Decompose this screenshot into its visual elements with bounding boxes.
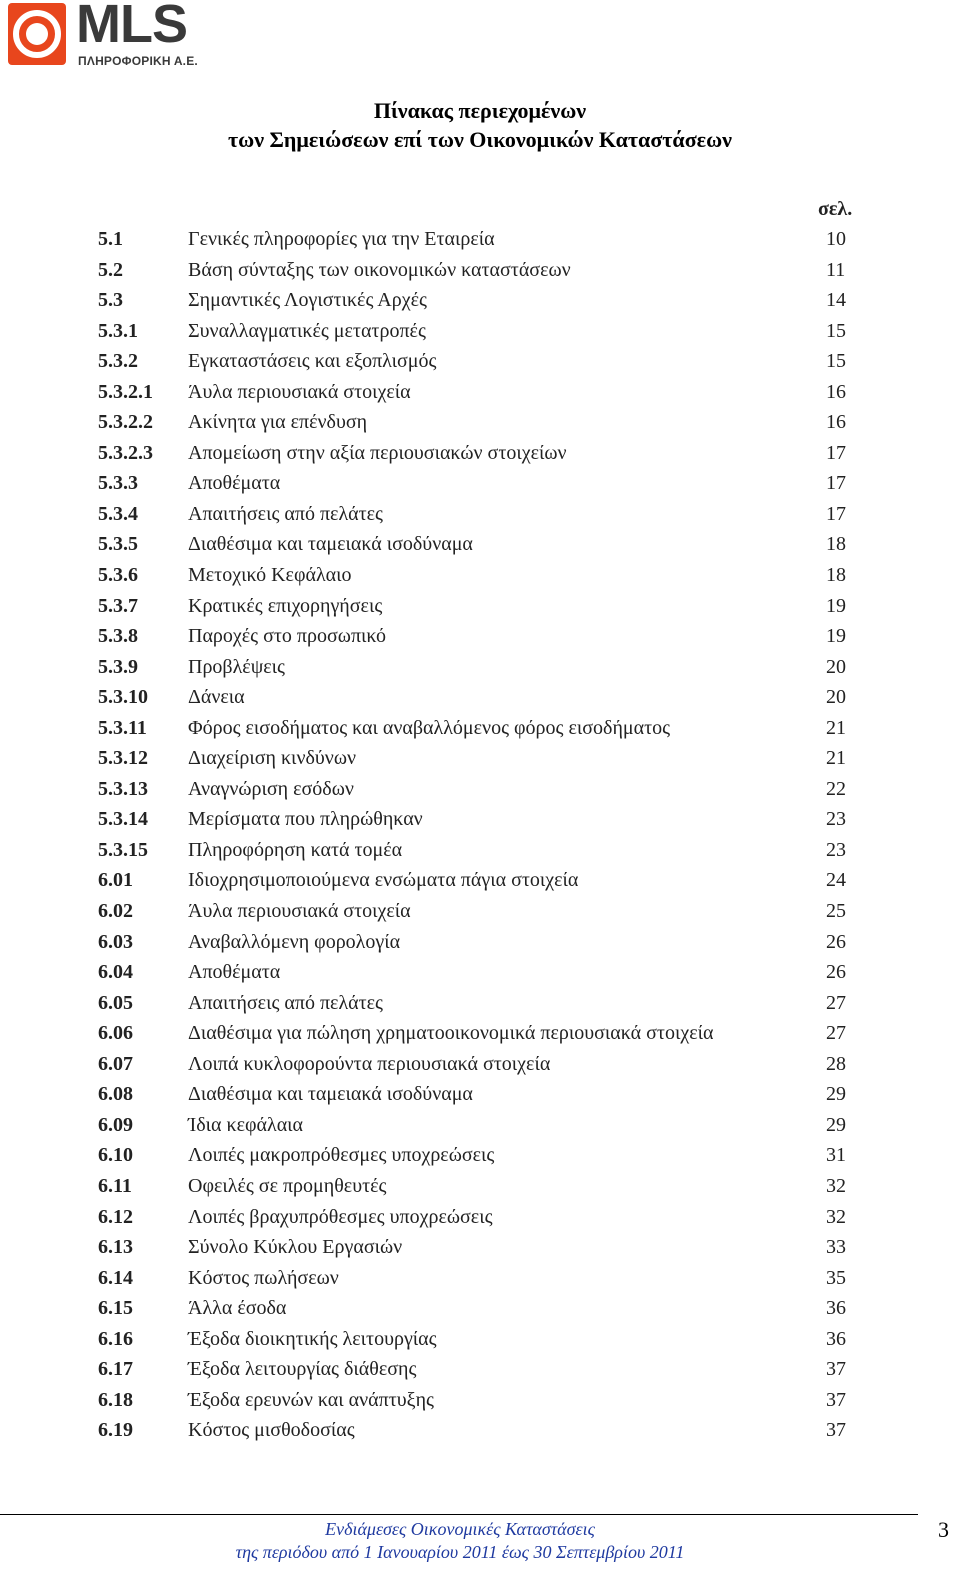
toc-entry-number: 6.10	[98, 1144, 133, 1167]
toc-entry-label: Απαιτήσεις από πελάτες	[188, 991, 383, 1014]
toc-entry-label: Αποθέματα	[188, 472, 281, 495]
toc-entry-number: 6.17	[98, 1358, 133, 1381]
toc-entry-page: 29	[826, 1113, 846, 1136]
toc-entry	[0, 503, 960, 534]
toc-entry-label: Ίδια κεφάλαια	[188, 1113, 304, 1136]
toc-entry-number: 5.3.13	[98, 777, 148, 800]
toc-entry-number: 6.15	[98, 1297, 133, 1320]
toc-entry-number: 6.11	[98, 1174, 132, 1197]
logo-mark-icon	[8, 3, 66, 65]
toc-entry-label: Διαχείριση κινδύνων	[188, 747, 357, 770]
toc-entry-number: 5.3.3	[98, 472, 138, 495]
toc-entry	[0, 1328, 960, 1359]
toc-entry-number: 6.18	[98, 1388, 133, 1411]
toc-entry-label: Απομείωση στην αξία περιουσιακών στοιχείων	[188, 441, 567, 464]
toc-entry	[0, 1236, 960, 1267]
toc-entry-label: Διαθέσιμα και ταμειακά ισοδύναμα	[188, 1083, 473, 1106]
toc-entry-number: 5.3.2.2	[98, 411, 153, 434]
footer-divider	[0, 1514, 918, 1515]
toc-entry	[0, 1206, 960, 1237]
toc-entry-number: 6.09	[98, 1113, 133, 1136]
toc-entry-page: 36	[826, 1327, 846, 1350]
footer-line-1: Ενδιάμεσες Οικονομικές Καταστάσεις	[325, 1519, 595, 1539]
toc-entry-number: 5.3.9	[98, 655, 138, 678]
toc-entry-number: 5.3.12	[98, 747, 148, 770]
toc-entry-number: 5.3.15	[98, 838, 148, 861]
toc-entry	[0, 472, 960, 503]
toc-entry-page: 15	[826, 319, 846, 342]
toc-entry	[0, 1083, 960, 1114]
toc-entry	[0, 869, 960, 900]
toc-entry	[0, 839, 960, 870]
toc-entry	[0, 992, 960, 1023]
toc-entry	[0, 931, 960, 962]
toc-entry-number: 5.3.2.3	[98, 441, 153, 464]
toc-entry-label: Διαθέσιμα και ταμειακά ισοδύναμα	[188, 533, 473, 556]
toc-entry-page: 17	[826, 441, 846, 464]
toc-entry-number: 5.3.14	[98, 808, 148, 831]
toc-entry	[0, 533, 960, 564]
toc-entry-label: Ακίνητα για επένδυση	[188, 411, 368, 434]
toc-entry-page: 32	[826, 1205, 846, 1228]
toc-entry-label: Εγκαταστάσεις και εξοπλισμός	[188, 350, 437, 373]
toc-entry-label: Αναβαλλόμενη φορολογία	[188, 930, 401, 953]
toc-rows	[0, 228, 960, 1450]
toc-entry	[0, 1144, 960, 1175]
toc-entry-label: Έξοδα λειτουργίας διάθεσης	[188, 1358, 417, 1381]
toc-entry-number: 6.04	[98, 961, 133, 984]
page-column-header: σελ.	[818, 198, 853, 220]
toc-entry-page: 24	[826, 869, 846, 892]
toc-entry-label: Λοιπά κυκλοφορούντα περιουσιακά στοιχεία	[188, 1052, 551, 1075]
footer-line-2: της περιόδου από 1 Ιανουαρίου 2011 έως 30 Σεπτεμβρίου 2011	[235, 1542, 685, 1562]
toc-entry	[0, 961, 960, 992]
toc-entry-number: 6.12	[98, 1205, 133, 1228]
toc-entry-page: 31	[826, 1144, 846, 1167]
page-number: 3	[938, 1517, 949, 1542]
toc-entry	[0, 900, 960, 931]
toc-entry	[0, 1297, 960, 1328]
toc-entry	[0, 778, 960, 809]
toc-entry-page: 37	[826, 1388, 846, 1411]
toc-entry-page: 18	[826, 533, 846, 556]
toc-entry	[0, 1389, 960, 1420]
toc-entry-label: Λοιπές μακροπρόθεσμες υποχρεώσεις	[188, 1144, 495, 1167]
toc-entry-page: 33	[826, 1236, 846, 1259]
toc-entry-label: Παροχές στο προσωπικό	[188, 625, 387, 648]
toc-entry-page: 16	[826, 411, 846, 434]
toc-entry	[0, 1022, 960, 1053]
toc-entry-page: 25	[826, 900, 846, 923]
toc-entry-page: 21	[826, 716, 846, 739]
toc-entry-number: 5.3.2.1	[98, 380, 153, 403]
toc-entry-number: 6.01	[98, 869, 133, 892]
toc-entry-label: Άυλα περιουσιακά στοιχεία	[188, 900, 411, 923]
toc-entry-label: Άλλα έσοδα	[188, 1297, 287, 1320]
toc-entry-label: Ιδιοχρησιμοποιούμενα ενσώματα πάγια στοιχεία	[188, 869, 579, 892]
toc-entry	[0, 1175, 960, 1206]
toc-entry-number: 6.19	[98, 1419, 133, 1442]
toc-entry-label: Γενικές πληροφορίες για την Εταιρεία	[188, 228, 495, 250]
toc-entry-label: Κόστος μισθοδοσίας	[188, 1419, 355, 1442]
toc-entry-label: Διαθέσιμα για πώληση χρηματοοικονομικά περιουσιακά στοιχεία	[188, 1022, 714, 1045]
toc-entry	[0, 1267, 960, 1298]
toc-entry-number: 5.3.7	[98, 594, 138, 617]
toc-entry-page: 20	[826, 686, 846, 709]
toc-entry-label: Σύνολο Κύκλου Εργασιών	[188, 1236, 403, 1259]
toc-entry	[0, 381, 960, 412]
toc-entry-page: 35	[826, 1266, 846, 1289]
toc-entry	[0, 350, 960, 381]
toc-entry-page: 18	[826, 564, 846, 587]
toc-entry-page: 36	[826, 1297, 846, 1320]
toc-entry	[0, 259, 960, 290]
toc-entry	[0, 1053, 960, 1084]
toc-entry-page: 16	[826, 380, 846, 403]
toc-entry-page: 19	[826, 594, 846, 617]
toc-entry-label: Απαιτήσεις από πελάτες	[188, 502, 383, 525]
toc-entry-number: 5.3.8	[98, 625, 138, 648]
toc-entry-number: 6.16	[98, 1327, 133, 1350]
toc-entry-label: Άυλα περιουσιακά στοιχεία	[188, 380, 411, 403]
toc-entry-page: 22	[826, 777, 846, 800]
toc-entry-number: 6.13	[98, 1236, 133, 1259]
toc-entry-page: 28	[826, 1052, 846, 1075]
toc-entry-number: 5.1	[98, 228, 123, 250]
toc-entry-number: 5.3.4	[98, 502, 138, 525]
toc-entry-number: 5.3.11	[98, 716, 147, 739]
toc-entry-page: 15	[826, 350, 846, 373]
toc-entry-label: Οφειλές σε προμηθευτές	[188, 1174, 387, 1197]
toc-entry-page: 17	[826, 472, 846, 495]
toc-entry-number: 6.02	[98, 900, 133, 923]
toc-entry-number: 5.3.6	[98, 564, 138, 587]
toc-entry-number: 6.14	[98, 1266, 133, 1289]
toc-entry-number: 5.3.1	[98, 319, 138, 342]
toc-entry	[0, 656, 960, 687]
toc-entry	[0, 289, 960, 320]
toc-entry	[0, 564, 960, 595]
toc-entry	[0, 595, 960, 626]
toc-entry-label: Δάνεια	[188, 686, 245, 709]
logo-subtitle: ΠΛΗΡΟΦΟΡΙΚΗ Α.Ε.	[78, 54, 198, 68]
toc-entry-page: 32	[826, 1174, 846, 1197]
toc-entry	[0, 808, 960, 839]
toc-entry	[0, 686, 960, 717]
toc-entry-number: 5.3.5	[98, 533, 138, 556]
title-line-1: Πίνακας περιεχομένων	[373, 98, 587, 123]
toc-entry-label: Συναλλαγματικές μετατροπές	[188, 319, 426, 342]
toc-entry-number: 6.03	[98, 930, 133, 953]
toc-entry-label: Μερίσματα που πληρώθηκαν	[188, 808, 423, 831]
document-title	[0, 96, 960, 154]
toc-entry-label: Έξοδα διοικητικής λειτουργίας	[188, 1327, 437, 1350]
toc-entry-label: Αναγνώριση εσόδων	[188, 777, 354, 800]
toc-entry-page: 21	[826, 747, 846, 770]
toc-entry	[0, 625, 960, 656]
toc-entry-page: 29	[826, 1083, 846, 1106]
toc-entry-number: 5.2	[98, 258, 123, 281]
toc-entry-label: Κρατικές επιχορηγήσεις	[188, 594, 383, 617]
toc-entry-number: 5.3.2	[98, 350, 138, 373]
toc-entry-page: 27	[826, 1022, 846, 1045]
company-logo	[8, 0, 248, 69]
toc-entry-label: Προβλέψεις	[188, 655, 285, 678]
toc-entry-page: 20	[826, 655, 846, 678]
toc-entry-page: 23	[826, 838, 846, 861]
toc-entry	[0, 228, 960, 259]
toc-entry	[0, 747, 960, 778]
toc-entry-number: 5.3.10	[98, 686, 148, 709]
toc-entry-page: 11	[826, 258, 846, 281]
toc-entry-label: Πληροφόρηση κατά τομέα	[188, 838, 403, 861]
toc-entry-page: 37	[826, 1358, 846, 1381]
toc-entry-label: Φόρος εισοδήματος και αναβαλλόμενος φόρος εισοδήματος	[188, 716, 671, 739]
toc-entry	[0, 411, 960, 442]
toc-entry-number: 6.06	[98, 1022, 133, 1045]
toc-entry-label: Αποθέματα	[188, 961, 281, 984]
toc-entry-number: 6.07	[98, 1052, 133, 1075]
toc-entry-label: Λοιπές βραχυπρόθεσμες υποχρεώσεις	[188, 1205, 493, 1228]
logo-wordmark: MLS	[76, 0, 187, 54]
toc-entry	[0, 442, 960, 473]
toc-entry-number: 5.3	[98, 289, 123, 312]
toc-entry-number: 6.08	[98, 1083, 133, 1106]
footer-caption	[0, 1518, 920, 1564]
toc-entry-page: 26	[826, 961, 846, 984]
toc-entry	[0, 1114, 960, 1145]
toc-entry-label: Έξοδα ερευνών και ανάπτυξης	[188, 1388, 434, 1411]
toc-entry-page: 26	[826, 930, 846, 953]
toc-entry-page: 19	[826, 625, 846, 648]
toc-entry-label: Σημαντικές Λογιστικές Αρχές	[188, 289, 427, 312]
toc-entry	[0, 717, 960, 748]
toc-entry-page: 10	[826, 228, 846, 250]
title-line-2: των Σημειώσεων επί των Οικονομικών Καταστάσεων	[228, 127, 732, 152]
toc-entry-page: 37	[826, 1419, 846, 1442]
toc-entry-label: Βάση σύνταξης των οικονομικών καταστάσεων	[188, 258, 571, 281]
toc-entry	[0, 1419, 960, 1450]
toc-entry	[0, 320, 960, 351]
toc-entry-page: 14	[826, 289, 846, 312]
toc-entry-number: 6.05	[98, 991, 133, 1014]
toc-entry-page: 27	[826, 991, 846, 1014]
toc-entry-page: 23	[826, 808, 846, 831]
toc-entry-label: Μετοχικό Κεφάλαιο	[188, 564, 352, 587]
toc-entry	[0, 1358, 960, 1389]
toc-entry-page: 17	[826, 502, 846, 525]
toc-entry-label: Κόστος πωλήσεων	[188, 1266, 339, 1289]
